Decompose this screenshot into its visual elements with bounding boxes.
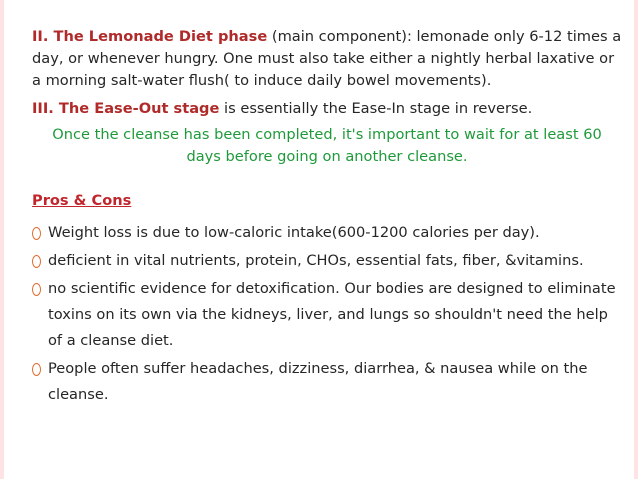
bullet-ring-icon	[32, 283, 41, 296]
slide-content	[32, 26, 622, 410]
ease-out-label: III. The Ease-Out stage	[32, 100, 220, 117]
pros-cons-heading: Pros & Cons	[32, 192, 132, 209]
bullet-ring-icon	[32, 227, 41, 240]
lemonade-phase-paragraph	[32, 26, 622, 92]
cleanse-wait-note: Once the cleanse has been completed, it's important to wait for at least 60 days before going on another cleanse.	[52, 126, 602, 165]
list-item	[32, 248, 622, 274]
right-edge-bar	[634, 0, 638, 479]
bullet-ring-icon	[32, 363, 41, 376]
list-item-text: deficient in vital nutrients, protein, CHOs, essential fats, fiber, &vitamins.	[48, 252, 584, 269]
left-edge-bar	[0, 0, 4, 479]
list-item	[32, 220, 622, 246]
list-item-text: Weight loss is due to low-caloric intake(600-1200 calories per day).	[48, 224, 540, 241]
list-item-text: no scientific evidence for detoxification. Our bodies are designed to eliminate toxins on its own via the kidneys, liver, and lungs so shouldn't need the help of a cleanse diet.	[48, 280, 616, 349]
list-item	[32, 356, 622, 408]
ease-out-paragraph	[32, 98, 622, 120]
bullet-ring-icon	[32, 255, 41, 268]
ease-out-text: is essentially the Ease-In stage in reverse.	[219, 100, 533, 117]
lemonade-phase-text: (main component): lemonade only 6-12 times a day, or whenever hungry. One must also take either a nightly herbal laxative or a morning salt-water flush( to induce daily bowel movements).	[32, 28, 622, 89]
list-item-text: People often suffer headaches, dizziness, diarrhea, & nausea while on the cleanse.	[48, 360, 588, 403]
pros-cons-list	[32, 220, 622, 408]
pros-cons-heading-row	[32, 190, 622, 212]
lemonade-phase-label: II. The Lemonade Diet phase	[32, 28, 268, 45]
list-item	[32, 276, 622, 354]
